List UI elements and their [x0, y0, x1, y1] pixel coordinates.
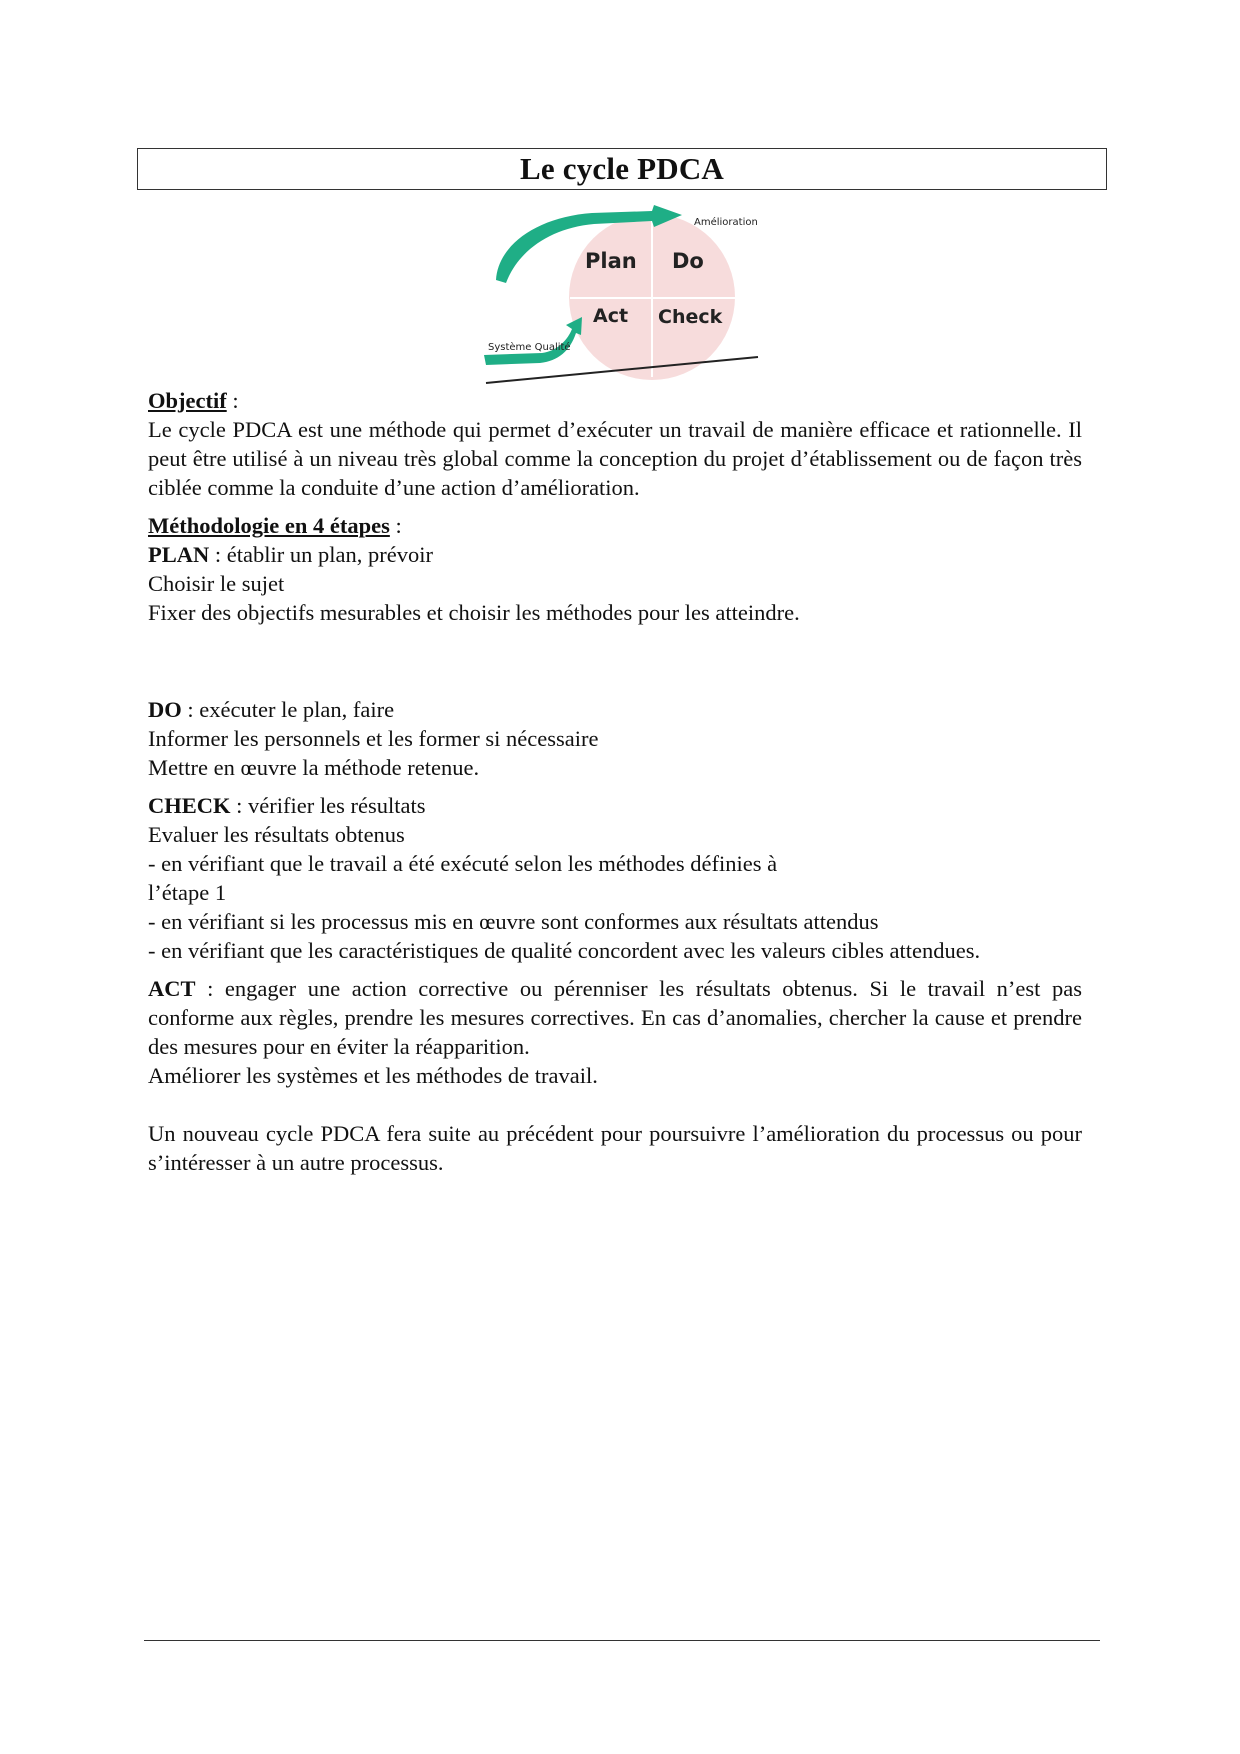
plan-line: Choisir le sujet: [148, 571, 285, 596]
methodologie-heading: Méthodologie en 4 étapes: [148, 513, 390, 538]
check-heading: [148, 791, 1082, 820]
methodologie-colon: :: [389, 513, 402, 538]
title-box: [137, 148, 1107, 190]
quadrant-check: Check: [658, 306, 723, 328]
spacer: [148, 965, 1082, 974]
plan-desc: : établir un plan, prévoir: [209, 542, 433, 567]
check-line: - en vérifiant que les caractéristiques de qualité concordent avec les valeurs cibles attendues.: [148, 938, 981, 963]
act-desc: : engager une action corrective ou pérenniser les résultats obtenus. Si le travail n’est pas conforme aux règles, prendre les mesures correctives. En cas d’anomalies, chercher la cause et prendre des mesures pour en éviter la réapparition.: [148, 976, 1082, 1059]
pdca-diagram-svg: [482, 205, 794, 390]
objectif-heading-line: [148, 386, 1082, 415]
act-label: ACT: [148, 976, 196, 1001]
page-title: Le cycle PDCA: [519, 151, 725, 186]
plan-line: Fixer des objectifs mesurables et choisir les méthodes pour les atteindre.: [148, 600, 800, 625]
check-label: CHECK: [148, 793, 231, 818]
check-line: l’étape 1: [148, 880, 227, 905]
check-line: Evaluer les résultats obtenus: [148, 822, 405, 847]
do-desc: : exécuter le plan, faire: [181, 697, 395, 722]
quadrant-plan: Plan: [585, 249, 637, 273]
quadrant-do: Do: [672, 249, 704, 273]
plan-heading: [148, 540, 1082, 569]
check-line: - en vérifiant que le travail a été exécuté selon les méthodes définies à: [148, 851, 778, 876]
main-content: [148, 386, 1082, 1177]
systeme-qualite-arrow: [484, 317, 582, 365]
do-heading: [148, 695, 1082, 724]
objectif-heading: Objectif: [148, 388, 227, 413]
check-line: - en vérifiant si les processus mis en œuvre sont conformes aux résultats attendus: [148, 909, 879, 934]
do-line: Mettre en œuvre la méthode retenue.: [148, 755, 480, 780]
footer-rule: [144, 1640, 1100, 1641]
spacer: [148, 782, 1082, 791]
methodologie-heading-line: [148, 511, 1082, 540]
objectif-colon: :: [226, 388, 239, 413]
conclusion-paragraph: Un nouveau cycle PDCA fera suite au précédent pour poursuivre l’amélioration du processus ou pour s’intéresser à un autre processus.: [148, 1121, 1082, 1175]
pdca-diagram: [482, 205, 794, 390]
do-line: Informer les personnels et les former si nécessaire: [148, 726, 599, 751]
spacer: [148, 502, 1082, 511]
spacer: [148, 1090, 1082, 1119]
act-line: Améliorer les systèmes et les méthodes de travail.: [148, 1063, 598, 1088]
amelioration-label: Amélioration: [694, 217, 758, 228]
objectif-paragraph: Le cycle PDCA est une méthode qui permet d’exécuter un travail de manière efficace et rationnelle. Il peut être utilisé à un niveau très global comme la conception du projet d’établissement ou de façon très ciblée comme la conduite d’une action d’amélioration.: [148, 417, 1082, 500]
systeme-qualite-label: Système Qualité: [488, 342, 571, 353]
spacer: [148, 627, 1082, 695]
act-paragraph: [148, 974, 1082, 1061]
plan-label: PLAN: [148, 542, 210, 567]
check-desc: : vérifier les résultats: [230, 793, 426, 818]
quadrant-act: Act: [593, 305, 629, 327]
do-label: DO: [148, 697, 182, 722]
